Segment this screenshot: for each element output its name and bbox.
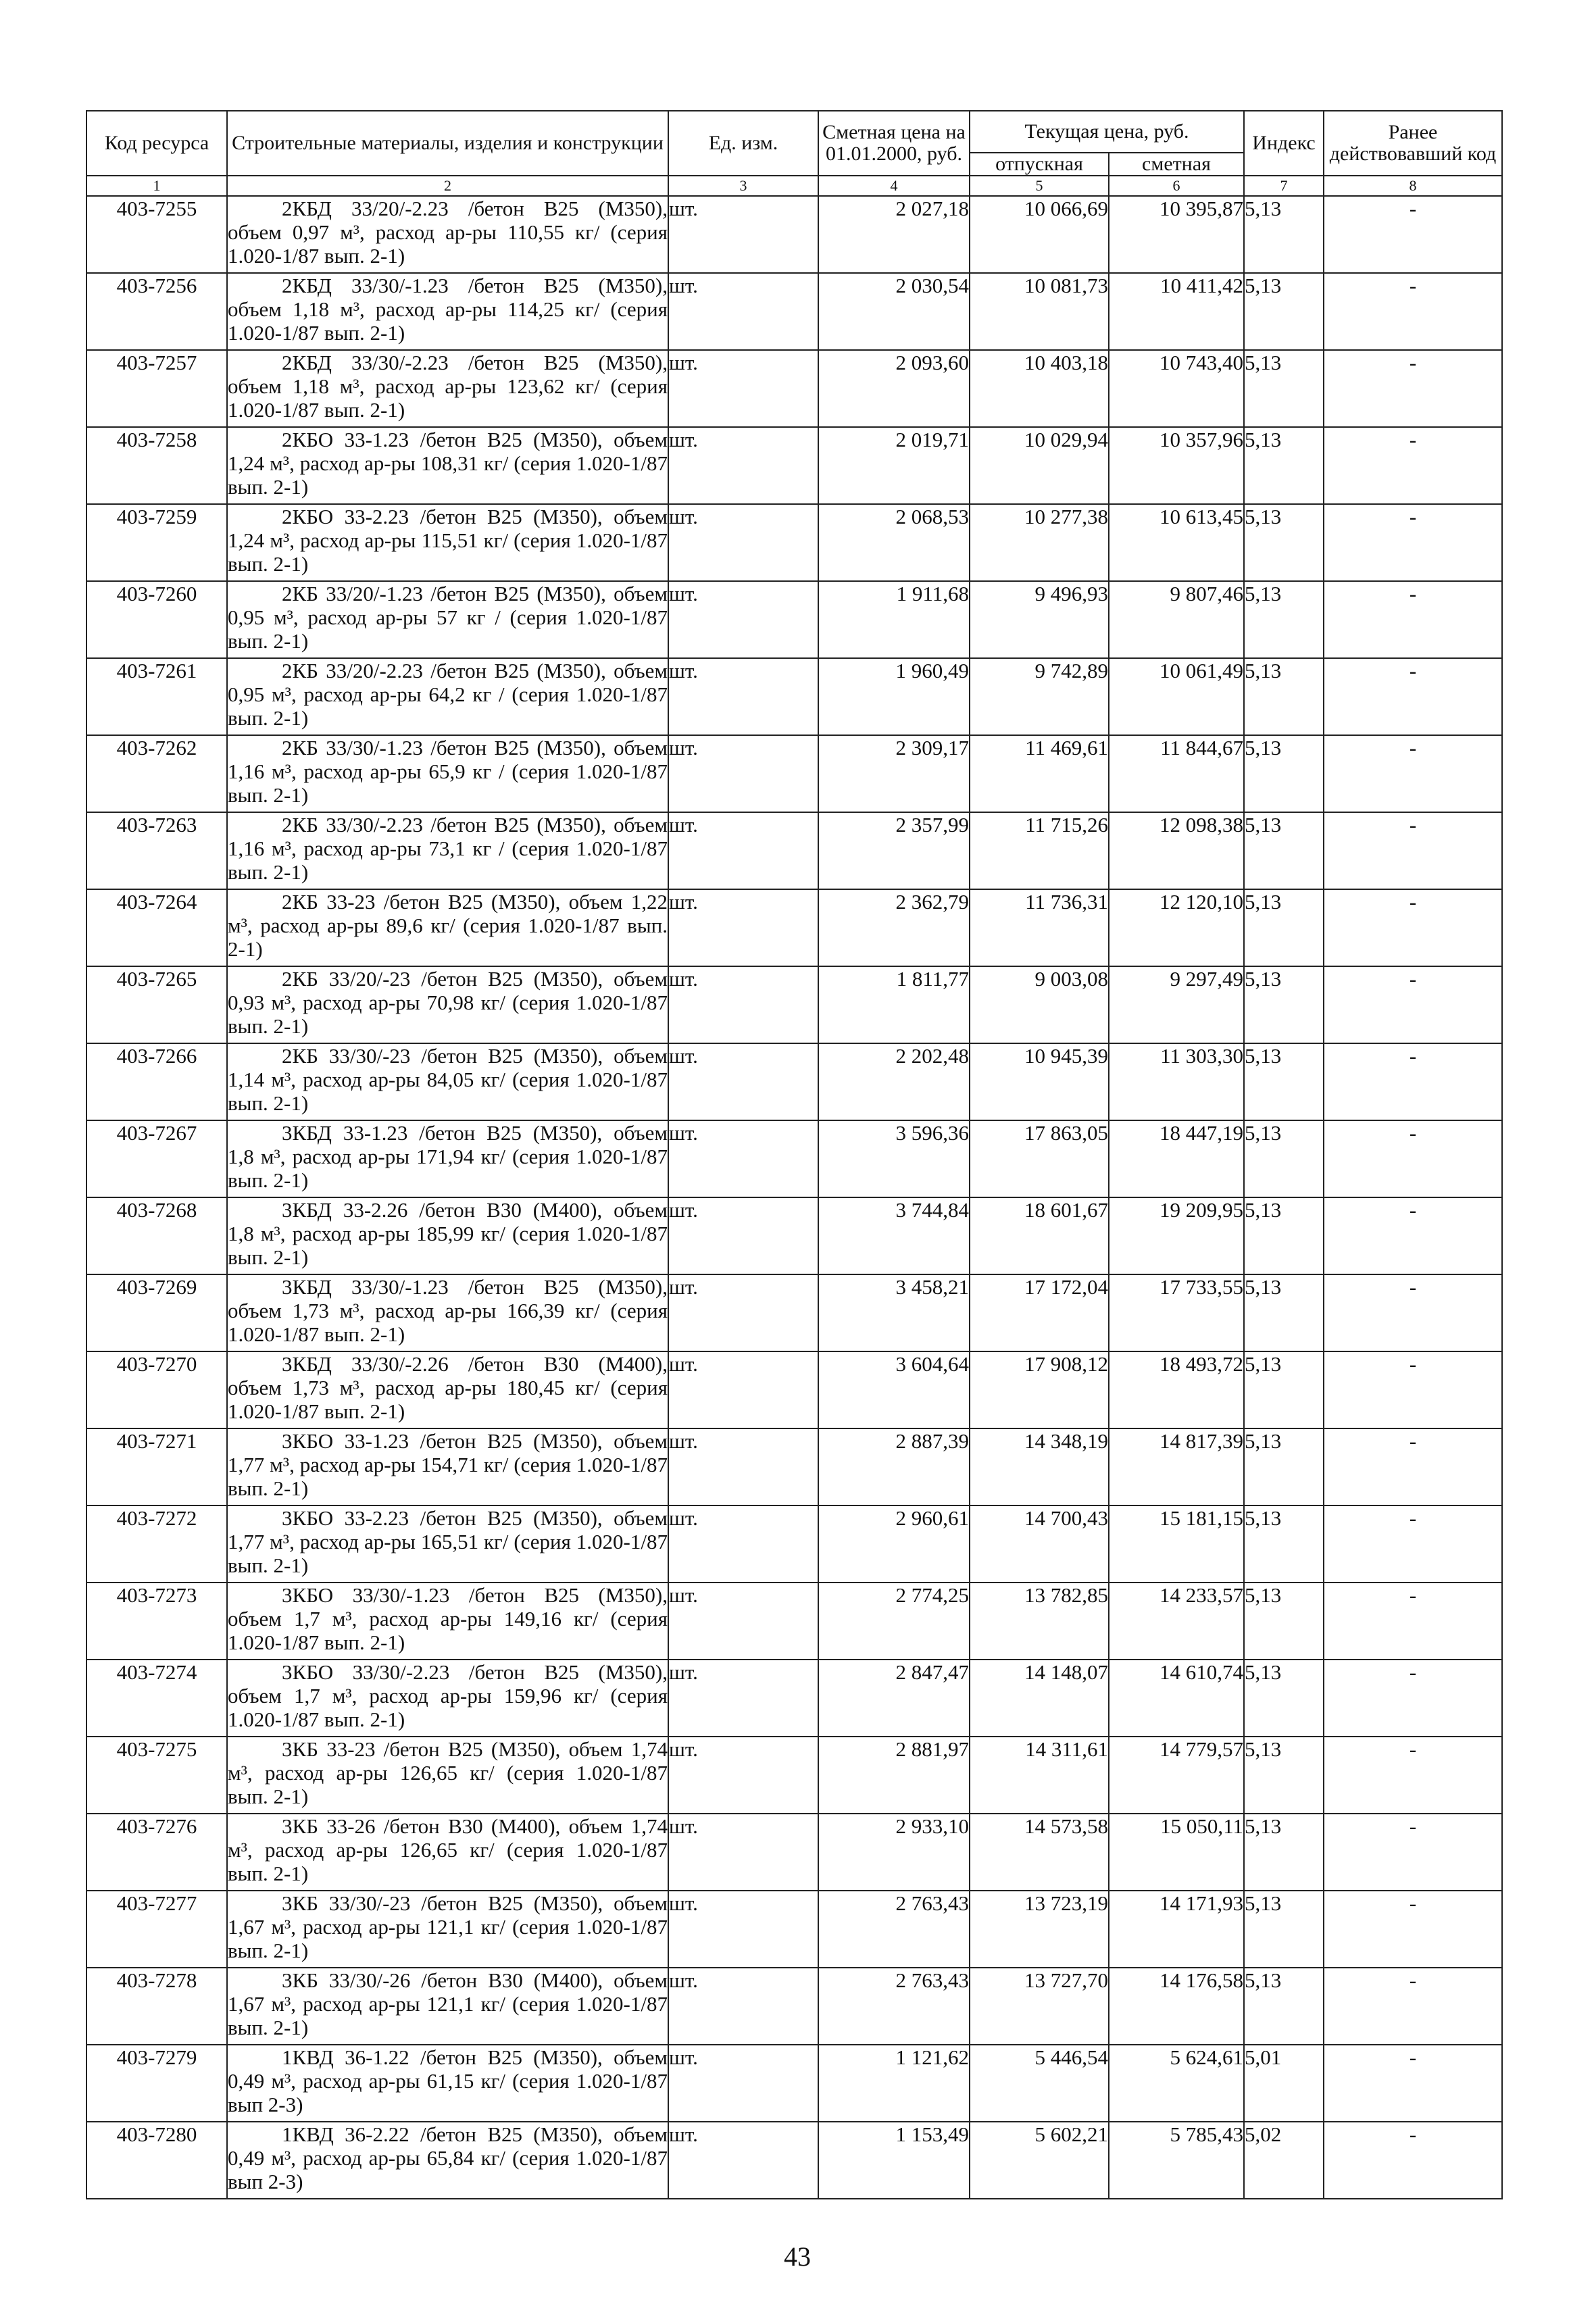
- current-estimate-price: 17 733,55: [1109, 1274, 1244, 1351]
- price-index: 5,13: [1244, 350, 1324, 427]
- unit-of-measure: шт.: [668, 504, 818, 581]
- material-name: 2КБД 33/20/-2.23 /бетон В25 (М350), объем 0,97 м³, расход ар-ры 110,55 кг/ (серия 1.020-1/87 вып. 2-1): [227, 196, 668, 273]
- previous-code: -: [1324, 427, 1502, 504]
- current-estimate-price: 5 785,43: [1109, 2122, 1244, 2199]
- table-row: [86, 1968, 1502, 2045]
- unit-of-measure: шт.: [668, 966, 818, 1043]
- material-name: 2КБ 33/30/-2.23 /бетон В25 (М350), объем 1,16 м³, расход ар-ры 73,1 кг / (серия 1.020-1/87 вып. 2-1): [227, 812, 668, 889]
- price-index: 5,13: [1244, 581, 1324, 658]
- resource-code: 403-7261: [86, 658, 227, 735]
- current-estimate-price: 10 613,45: [1109, 504, 1244, 581]
- estimate-price-2000: 2 847,47: [818, 1660, 970, 1737]
- estimate-price-2000: 1 811,77: [818, 966, 970, 1043]
- resource-code: 403-7267: [86, 1120, 227, 1197]
- current-release-price: 10 403,18: [970, 350, 1109, 427]
- previous-code: -: [1324, 658, 1502, 735]
- current-release-price: 9 742,89: [970, 658, 1109, 735]
- table-row: [86, 196, 1502, 273]
- header-index: Индекс: [1244, 111, 1324, 176]
- current-estimate-price: 10 357,96: [1109, 427, 1244, 504]
- material-name: 2КБ 33-23 /бетон В25 (М350), объем 1,22 м³, расход ар-ры 89,6 кг/ (серия 1.020-1/87 вып. 2-1): [227, 889, 668, 966]
- table-row: [86, 1505, 1502, 1583]
- material-name: 3КБ 33/30/-26 /бетон В30 (М400), объем 1,67 м³, расход ар-ры 121,1 кг/ (серия 1.020-1/87 вып. 2-1): [227, 1968, 668, 2045]
- current-release-price: 14 311,61: [970, 1737, 1109, 1814]
- current-release-price: 18 601,67: [970, 1197, 1109, 1274]
- current-release-price: 17 908,12: [970, 1351, 1109, 1428]
- material-name: 2КБ 33/20/-23 /бетон В25 (М350), объем 0,93 м³, расход ар-ры 70,98 кг/ (серия 1.020-1/87 вып. 2-1): [227, 966, 668, 1043]
- estimate-price-2000: 2 027,18: [818, 196, 970, 273]
- current-estimate-price: 14 610,74: [1109, 1660, 1244, 1737]
- current-release-price: 10 066,69: [970, 196, 1109, 273]
- previous-code: -: [1324, 273, 1502, 350]
- current-release-price: 10 945,39: [970, 1043, 1109, 1120]
- current-estimate-price: 15 181,15: [1109, 1505, 1244, 1583]
- current-estimate-price: 14 171,93: [1109, 1891, 1244, 1968]
- previous-code: -: [1324, 1891, 1502, 1968]
- unit-of-measure: шт.: [668, 196, 818, 273]
- material-name: 3КБ 33/30/-23 /бетон В25 (М350), объем 1,67 м³, расход ар-ры 121,1 кг/ (серия 1.020-1/87 вып. 2-1): [227, 1891, 668, 1968]
- current-release-price: 10 277,38: [970, 504, 1109, 581]
- estimate-price-2000: 3 596,36: [818, 1120, 970, 1197]
- header-previous-code: Ранее действовавший код: [1324, 111, 1502, 176]
- previous-code: -: [1324, 1505, 1502, 1583]
- current-release-price: 13 782,85: [970, 1583, 1109, 1660]
- price-index: 5,13: [1244, 273, 1324, 350]
- material-name: 3КБО 33/30/-2.23 /бетон В25 (М350), объем 1,7 м³, расход ар-ры 159,96 кг/ (серия 1.020-1/87 вып. 2-1): [227, 1660, 668, 1737]
- current-estimate-price: 14 176,58: [1109, 1968, 1244, 2045]
- price-index: 5,13: [1244, 1428, 1324, 1505]
- unit-of-measure: шт.: [668, 1197, 818, 1274]
- unit-of-measure: шт.: [668, 1351, 818, 1428]
- unit-of-measure: шт.: [668, 1968, 818, 2045]
- column-number: 4: [818, 176, 970, 196]
- resource-code: 403-7263: [86, 812, 227, 889]
- current-estimate-price: 11 303,30: [1109, 1043, 1244, 1120]
- price-index: 5,13: [1244, 1814, 1324, 1891]
- previous-code: -: [1324, 1274, 1502, 1351]
- table-row: [86, 273, 1502, 350]
- current-estimate-price: 15 050,11: [1109, 1814, 1244, 1891]
- column-number: 2: [227, 176, 668, 196]
- column-number: 5: [970, 176, 1109, 196]
- table-row: [86, 1351, 1502, 1428]
- current-release-price: 11 715,26: [970, 812, 1109, 889]
- unit-of-measure: шт.: [668, 1814, 818, 1891]
- current-release-price: 9 003,08: [970, 966, 1109, 1043]
- unit-of-measure: шт.: [668, 1660, 818, 1737]
- header-estimate-price: Сметная цена на 01.01.2000, руб.: [818, 111, 970, 176]
- resource-code: 403-7266: [86, 1043, 227, 1120]
- current-release-price: 14 348,19: [970, 1428, 1109, 1505]
- table-row: [86, 1428, 1502, 1505]
- previous-code: -: [1324, 1351, 1502, 1428]
- unit-of-measure: шт.: [668, 1505, 818, 1583]
- unit-of-measure: шт.: [668, 581, 818, 658]
- current-estimate-price: 14 233,57: [1109, 1583, 1244, 1660]
- material-name: 2КБ 33/30/-1.23 /бетон В25 (М350), объем 1,16 м³, расход ар-ры 65,9 кг / (серия 1.020-1/87 вып. 2-1): [227, 735, 668, 812]
- current-release-price: 14 573,58: [970, 1814, 1109, 1891]
- resource-code: 403-7255: [86, 196, 227, 273]
- current-estimate-price: 9 297,49: [1109, 966, 1244, 1043]
- previous-code: -: [1324, 581, 1502, 658]
- current-release-price: 14 700,43: [970, 1505, 1109, 1583]
- column-numbers-row: [86, 176, 1502, 196]
- table-row: [86, 735, 1502, 812]
- price-index: 5,13: [1244, 658, 1324, 735]
- unit-of-measure: шт.: [668, 1891, 818, 1968]
- previous-code: -: [1324, 1120, 1502, 1197]
- price-index: 5,13: [1244, 1351, 1324, 1428]
- previous-code: -: [1324, 1737, 1502, 1814]
- resource-code: 403-7259: [86, 504, 227, 581]
- table-row: [86, 1043, 1502, 1120]
- estimate-price-2000: 2 068,53: [818, 504, 970, 581]
- column-number: 1: [86, 176, 227, 196]
- current-release-price: 13 727,70: [970, 1968, 1109, 2045]
- resource-code: 403-7279: [86, 2045, 227, 2122]
- estimate-price-2000: 2 881,97: [818, 1737, 970, 1814]
- material-name: 1КВД 36-1.22 /бетон В25 (М350), объем 0,49 м³, расход ар-ры 61,15 кг/ (серия 1.020-1/87 вып 2-3): [227, 2045, 668, 2122]
- resource-code: 403-7276: [86, 1814, 227, 1891]
- resource-code: 403-7271: [86, 1428, 227, 1505]
- unit-of-measure: шт.: [668, 1583, 818, 1660]
- estimate-price-2000: 1 960,49: [818, 658, 970, 735]
- current-estimate-price: 18 493,72: [1109, 1351, 1244, 1428]
- unit-of-measure: шт.: [668, 427, 818, 504]
- unit-of-measure: шт.: [668, 735, 818, 812]
- material-name: 2КБ 33/20/-1.23 /бетон В25 (М350), объем 0,95 м³, расход ар-ры 57 кг / (серия 1.020-1/87 вып. 2-1): [227, 581, 668, 658]
- table-row: [86, 1583, 1502, 1660]
- current-estimate-price: 10 061,49: [1109, 658, 1244, 735]
- previous-code: -: [1324, 196, 1502, 273]
- material-name: 3КБО 33-2.23 /бетон В25 (М350), объем 1,77 м³, расход ар-ры 165,51 кг/ (серия 1.020-1/87 вып. 2-1): [227, 1505, 668, 1583]
- previous-code: -: [1324, 1814, 1502, 1891]
- table-row: [86, 1274, 1502, 1351]
- estimate-price-2000: 2 362,79: [818, 889, 970, 966]
- estimate-price-2000: 2 960,61: [818, 1505, 970, 1583]
- table-row: [86, 581, 1502, 658]
- estimate-price-2000: 2 763,43: [818, 1891, 970, 1968]
- resource-code: 403-7258: [86, 427, 227, 504]
- current-release-price: 10 029,94: [970, 427, 1109, 504]
- previous-code: -: [1324, 812, 1502, 889]
- price-index: 5,13: [1244, 1043, 1324, 1120]
- price-index: 5,01: [1244, 2045, 1324, 2122]
- estimate-price-2000: 2 030,54: [818, 273, 970, 350]
- current-release-price: 14 148,07: [970, 1660, 1109, 1737]
- table-row: [86, 1814, 1502, 1891]
- price-index: 5,13: [1244, 1505, 1324, 1583]
- header-unit: Ед. изм.: [668, 111, 818, 176]
- material-name: 3КБ 33-26 /бетон В30 (М400), объем 1,74 м³, расход ар-ры 126,65 кг/ (серия 1.020-1/87 вып. 2-1): [227, 1814, 668, 1891]
- price-index: 5,13: [1244, 1274, 1324, 1351]
- material-name: 2КБД 33/30/-2.23 /бетон В25 (М350), объем 1,18 м³, расход ар-ры 123,62 кг/ (серия 1.020-1/87 вып. 2-1): [227, 350, 668, 427]
- unit-of-measure: шт.: [668, 812, 818, 889]
- previous-code: -: [1324, 1043, 1502, 1120]
- resource-code: 403-7268: [86, 1197, 227, 1274]
- previous-code: -: [1324, 350, 1502, 427]
- table-row: [86, 1737, 1502, 1814]
- estimate-price-2000: 2 202,48: [818, 1043, 970, 1120]
- resource-code: 403-7274: [86, 1660, 227, 1737]
- current-release-price: 17 863,05: [970, 1120, 1109, 1197]
- resource-code: 403-7272: [86, 1505, 227, 1583]
- current-estimate-price: 12 120,10: [1109, 889, 1244, 966]
- resource-code: 403-7264: [86, 889, 227, 966]
- price-table: [86, 110, 1503, 2199]
- estimate-price-2000: 2 019,71: [818, 427, 970, 504]
- table-row: [86, 658, 1502, 735]
- table-row: [86, 812, 1502, 889]
- estimate-price-2000: 1 911,68: [818, 581, 970, 658]
- table-row: [86, 2122, 1502, 2199]
- material-name: 3КБО 33-1.23 /бетон В25 (М350), объем 1,77 м³, расход ар-ры 154,71 кг/ (серия 1.020-1/87 вып. 2-1): [227, 1428, 668, 1505]
- previous-code: -: [1324, 1583, 1502, 1660]
- estimate-price-2000: 2 093,60: [818, 350, 970, 427]
- header-name: Строительные материалы, изделия и конструкции: [227, 111, 668, 176]
- current-release-price: 5 602,21: [970, 2122, 1109, 2199]
- material-name: 3КБД 33-2.26 /бетон В30 (М400), объем 1,8 м³, расход ар-ры 185,99 кг/ (серия 1.020-1/87 вып. 2-1): [227, 1197, 668, 1274]
- unit-of-measure: шт.: [668, 1043, 818, 1120]
- resource-code: 403-7265: [86, 966, 227, 1043]
- current-estimate-price: 5 624,61: [1109, 2045, 1244, 2122]
- table-row: [86, 1120, 1502, 1197]
- current-estimate-price: 11 844,67: [1109, 735, 1244, 812]
- previous-code: -: [1324, 966, 1502, 1043]
- current-estimate-price: 10 395,87: [1109, 196, 1244, 273]
- price-index: 5,13: [1244, 504, 1324, 581]
- price-index: 5,13: [1244, 196, 1324, 273]
- previous-code: -: [1324, 889, 1502, 966]
- current-release-price: 5 446,54: [970, 2045, 1109, 2122]
- previous-code: -: [1324, 1428, 1502, 1505]
- column-number: 8: [1324, 176, 1502, 196]
- resource-code: 403-7273: [86, 1583, 227, 1660]
- material-name: 3КБД 33/30/-1.23 /бетон В25 (М350), объем 1,73 м³, расход ар-ры 166,39 кг/ (серия 1.020-1/87 вып. 2-1): [227, 1274, 668, 1351]
- header-release-price: отпускная: [970, 153, 1109, 176]
- resource-code: 403-7277: [86, 1891, 227, 1968]
- estimate-price-2000: 3 458,21: [818, 1274, 970, 1351]
- table-row: [86, 889, 1502, 966]
- material-name: 3КБО 33/30/-1.23 /бетон В25 (М350), объем 1,7 м³, расход ар-ры 149,16 кг/ (серия 1.020-1/87 вып. 2-1): [227, 1583, 668, 1660]
- page-number: 43: [784, 2241, 811, 2272]
- header-current-price: Текущая цена, руб.: [970, 111, 1244, 153]
- current-estimate-price: 10 411,42: [1109, 273, 1244, 350]
- price-index: 5,13: [1244, 1891, 1324, 1968]
- current-estimate-price: 14 779,57: [1109, 1737, 1244, 1814]
- previous-code: -: [1324, 735, 1502, 812]
- unit-of-measure: шт.: [668, 1428, 818, 1505]
- unit-of-measure: шт.: [668, 1274, 818, 1351]
- previous-code: -: [1324, 1197, 1502, 1274]
- estimate-price-2000: 2 763,43: [818, 1968, 970, 2045]
- column-number: 7: [1244, 176, 1324, 196]
- current-release-price: 17 172,04: [970, 1274, 1109, 1351]
- previous-code: -: [1324, 1660, 1502, 1737]
- price-index: 5,13: [1244, 1120, 1324, 1197]
- material-name: 3КБ 33-23 /бетон В25 (М350), объем 1,74 м³, расход ар-ры 126,65 кг/ (серия 1.020-1/87 вып. 2-1): [227, 1737, 668, 1814]
- unit-of-measure: шт.: [668, 658, 818, 735]
- table-row: [86, 966, 1502, 1043]
- resource-code: 403-7275: [86, 1737, 227, 1814]
- resource-code: 403-7260: [86, 581, 227, 658]
- table-row: [86, 350, 1502, 427]
- table-row: [86, 504, 1502, 581]
- price-index: 5,13: [1244, 966, 1324, 1043]
- table-body: [86, 196, 1502, 2199]
- resource-code: 403-7257: [86, 350, 227, 427]
- estimate-price-2000: 2 933,10: [818, 1814, 970, 1891]
- table-row: [86, 1891, 1502, 1968]
- estimate-price-2000: 3 744,84: [818, 1197, 970, 1274]
- table-row: [86, 427, 1502, 504]
- current-release-price: 11 736,31: [970, 889, 1109, 966]
- current-estimate-price: 9 807,46: [1109, 581, 1244, 658]
- material-name: 2КБО 33-2.23 /бетон В25 (М350), объем 1,24 м³, расход ар-ры 115,51 кг/ (серия 1.020-1/87 вып. 2-1): [227, 504, 668, 581]
- price-index: 5,13: [1244, 889, 1324, 966]
- price-index: 5,13: [1244, 427, 1324, 504]
- previous-code: -: [1324, 2045, 1502, 2122]
- material-name: 1КВД 36-2.22 /бетон В25 (М350), объем 0,49 м³, расход ар-ры 65,84 кг/ (серия 1.020-1/87 вып 2-3): [227, 2122, 668, 2199]
- current-release-price: 13 723,19: [970, 1891, 1109, 1968]
- header-code: Код ресурса: [86, 111, 227, 176]
- current-estimate-price: 12 098,38: [1109, 812, 1244, 889]
- resource-code: 403-7256: [86, 273, 227, 350]
- estimate-price-2000: 2 309,17: [818, 735, 970, 812]
- material-name: 3КБД 33-1.23 /бетон В25 (М350), объем 1,8 м³, расход ар-ры 171,94 кг/ (серия 1.020-1/87 вып. 2-1): [227, 1120, 668, 1197]
- estimate-price-2000: 2 887,39: [818, 1428, 970, 1505]
- current-estimate-price: 19 209,95: [1109, 1197, 1244, 1274]
- current-estimate-price: 10 743,40: [1109, 350, 1244, 427]
- table-row: [86, 2045, 1502, 2122]
- unit-of-measure: шт.: [668, 273, 818, 350]
- estimate-price-2000: 2 357,99: [818, 812, 970, 889]
- unit-of-measure: шт.: [668, 1737, 818, 1814]
- column-number: 6: [1109, 176, 1244, 196]
- unit-of-measure: шт.: [668, 2045, 818, 2122]
- header-estimate-current: сметная: [1109, 153, 1244, 176]
- material-name: 2КБО 33-1.23 /бетон В25 (М350), объем 1,24 м³, расход ар-ры 108,31 кг/ (серия 1.020-1/87 вып. 2-1): [227, 427, 668, 504]
- price-index: 5,13: [1244, 1968, 1324, 2045]
- unit-of-measure: шт.: [668, 350, 818, 427]
- current-estimate-price: 14 817,39: [1109, 1428, 1244, 1505]
- resource-code: 403-7269: [86, 1274, 227, 1351]
- table-row: [86, 1197, 1502, 1274]
- price-index: 5,13: [1244, 1660, 1324, 1737]
- material-name: 2КБ 33/20/-2.23 /бетон В25 (М350), объем 0,95 м³, расход ар-ры 64,2 кг / (серия 1.020-1/87 вып. 2-1): [227, 658, 668, 735]
- previous-code: -: [1324, 2122, 1502, 2199]
- price-index: 5,02: [1244, 2122, 1324, 2199]
- unit-of-measure: шт.: [668, 1120, 818, 1197]
- material-name: 2КБ 33/30/-23 /бетон В25 (М350), объем 1,14 м³, расход ар-ры 84,05 кг/ (серия 1.020-1/87 вып. 2-1): [227, 1043, 668, 1120]
- price-index: 5,13: [1244, 1583, 1324, 1660]
- previous-code: -: [1324, 504, 1502, 581]
- estimate-price-2000: 2 774,25: [818, 1583, 970, 1660]
- price-index: 5,13: [1244, 1197, 1324, 1274]
- price-index: 5,13: [1244, 1737, 1324, 1814]
- current-release-price: 10 081,73: [970, 273, 1109, 350]
- resource-code: 403-7262: [86, 735, 227, 812]
- price-index: 5,13: [1244, 812, 1324, 889]
- table-row: [86, 1660, 1502, 1737]
- current-estimate-price: 18 447,19: [1109, 1120, 1244, 1197]
- previous-code: -: [1324, 1968, 1502, 2045]
- estimate-price-2000: 1 153,49: [818, 2122, 970, 2199]
- current-release-price: 11 469,61: [970, 735, 1109, 812]
- resource-code: 403-7270: [86, 1351, 227, 1428]
- estimate-price-2000: 1 121,62: [818, 2045, 970, 2122]
- current-release-price: 9 496,93: [970, 581, 1109, 658]
- price-index: 5,13: [1244, 735, 1324, 812]
- unit-of-measure: шт.: [668, 889, 818, 966]
- unit-of-measure: шт.: [668, 2122, 818, 2199]
- estimate-price-2000: 3 604,64: [818, 1351, 970, 1428]
- resource-code: 403-7280: [86, 2122, 227, 2199]
- material-name: 3КБД 33/30/-2.26 /бетон В30 (М400), объем 1,73 м³, расход ар-ры 180,45 кг/ (серия 1.020-1/87 вып. 2-1): [227, 1351, 668, 1428]
- column-number: 3: [668, 176, 818, 196]
- material-name: 2КБД 33/30/-1.23 /бетон В25 (М350), объем 1,18 м³, расход ар-ры 114,25 кг/ (серия 1.020-1/87 вып. 2-1): [227, 273, 668, 350]
- resource-code: 403-7278: [86, 1968, 227, 2045]
